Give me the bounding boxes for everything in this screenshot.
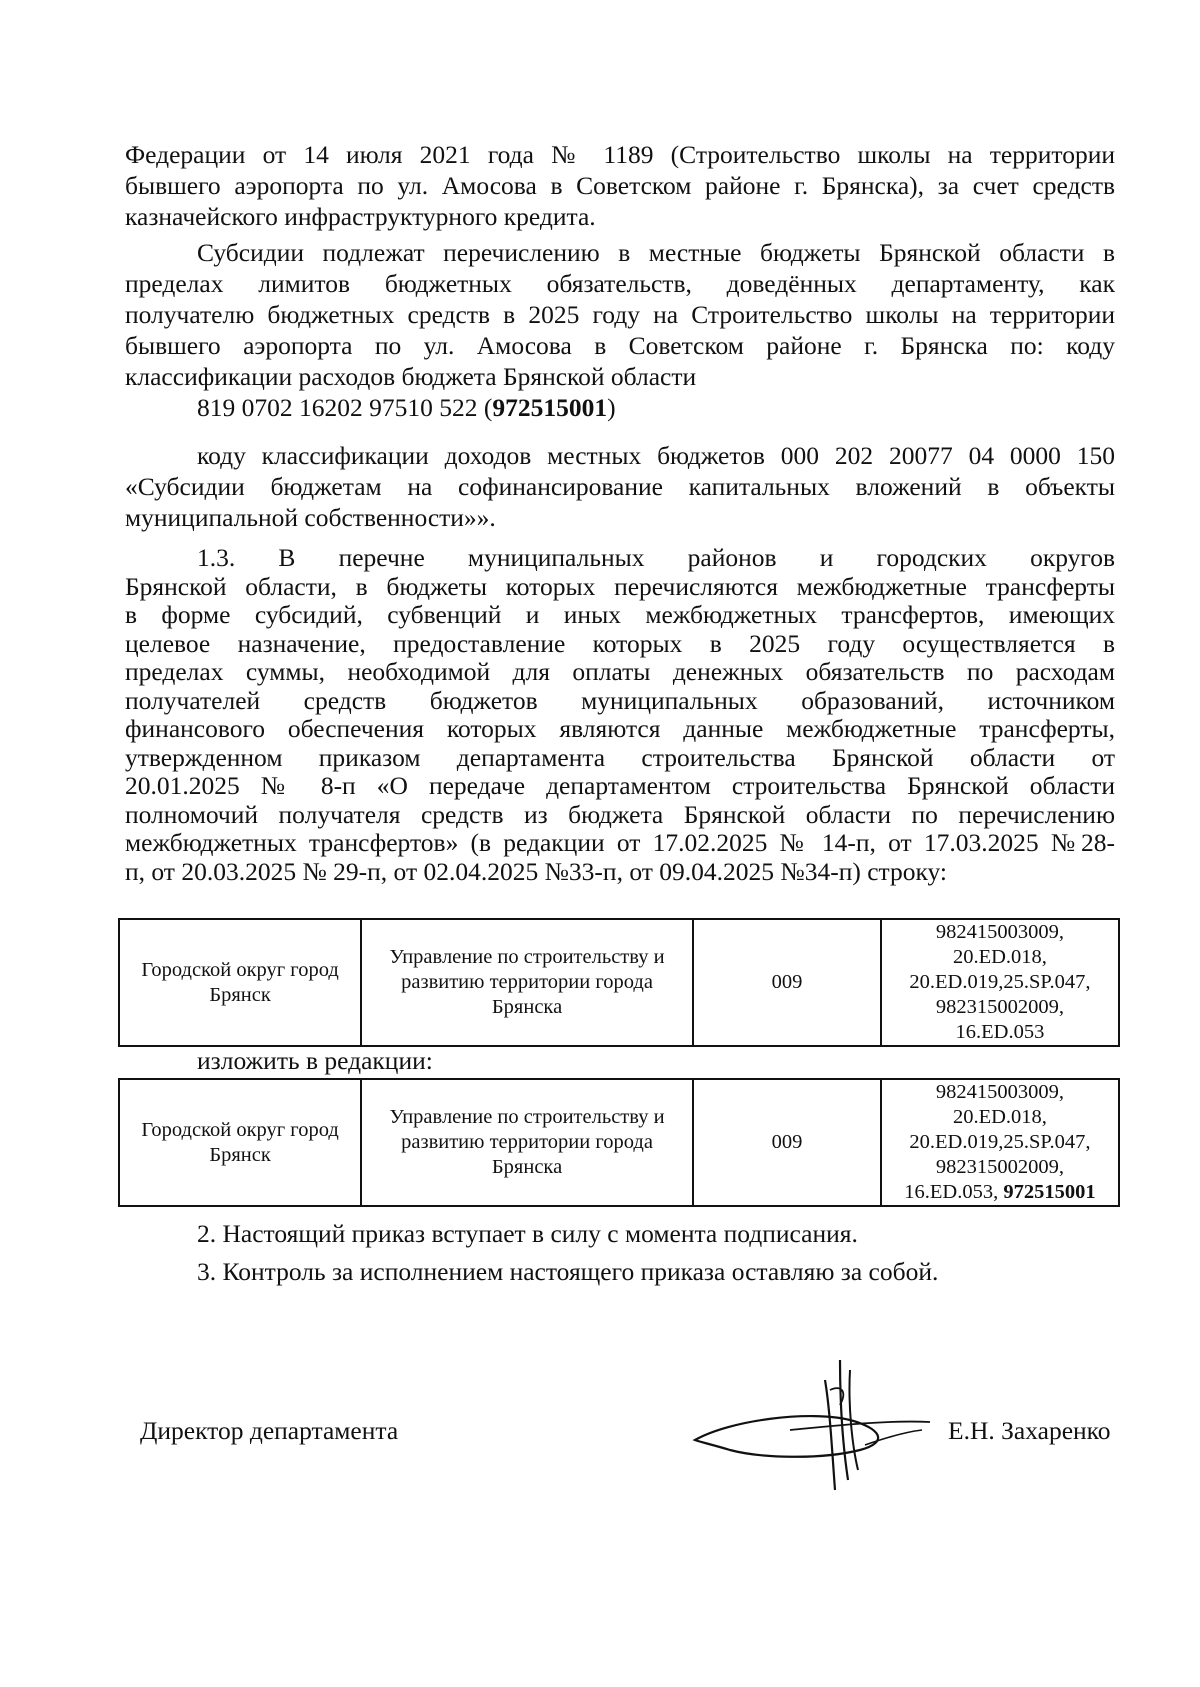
text-line: целевое назначение, предоставление которых в 2025 году осуществляется в bbox=[125, 628, 1115, 658]
text-line: муниципальной собственности»». bbox=[125, 503, 496, 532]
item-2: 2. Настоящий приказ вступает в силу с момента подписания. bbox=[197, 1219, 858, 1248]
text-line: Субсидии подлежат перечислению в местные бюджеты Брянской области в bbox=[197, 238, 1115, 267]
text-line: утвержденном приказом департамента строительства Брянской области от bbox=[125, 742, 1115, 772]
text-line: «Субсидии бюджетам на софинансирование капитальных вложений в объекты bbox=[125, 472, 1115, 501]
expense-code-line: 819 0702 16202 97510 522 (972515001) bbox=[197, 393, 616, 422]
item-3: 3. Контроль за исполнением настоящего приказа оставляю за собой. bbox=[197, 1257, 939, 1286]
target-code: 20.ED.019,25.SP.047, bbox=[909, 1131, 1091, 1153]
cell-recipient: Управление по строительству и развитию территории города Брянска bbox=[361, 1079, 693, 1206]
text-line: финансового обеспечения которых являются данные межбюджетные трансферты, bbox=[125, 714, 1115, 743]
paragraph-income-code bbox=[125, 440, 1115, 533]
paragraph-subsidies bbox=[125, 237, 1115, 392]
cell-target-codes bbox=[881, 1079, 1119, 1206]
text-line: межбюджетных трансфертов» (в редакции от 17.02.2025 № 14-п, от 17.03.2025 №28- bbox=[125, 828, 1115, 857]
expense-code-bold: 972515001 bbox=[492, 393, 608, 422]
text-line: 20.01.2025 № 8-п «О передаче департаментом строительства Брянской области bbox=[125, 771, 1115, 800]
paragraph-continuation bbox=[125, 139, 1115, 232]
text-line: пределах суммы, необходимой для оплаты денежных обязательств по расходам bbox=[125, 657, 1115, 686]
paragraph-1-3 bbox=[125, 544, 1115, 886]
signatory-name: Е.Н. Захаренко bbox=[948, 1416, 1111, 1445]
target-code: 20.ED.019,25.SP.047, bbox=[909, 971, 1091, 993]
target-code: 20.ED.018, bbox=[952, 946, 1047, 968]
text-line: получателю бюджетных средств в 2025 году на Строительство школы на территории bbox=[125, 300, 1115, 329]
text-line: казначейского инфраструктурного кредита. bbox=[125, 202, 596, 231]
target-code: 16.ED.053, bbox=[904, 1181, 999, 1203]
text-line: бывшего аэропорта по ул. Амосова в Советском районе г. Брянска), за счет средств bbox=[125, 171, 1115, 200]
text-line: п, от 20.03.2025 № 29-п, от 02.04.2025 №33-п, от 09.04.2025 №34-п) строку: bbox=[125, 856, 948, 886]
handwritten-signature bbox=[690, 1350, 940, 1500]
text-line: полномочий получателя средств из бюджета Брянской области по перечислению bbox=[125, 799, 1115, 829]
target-code: 982315002009, bbox=[935, 1156, 1065, 1178]
expense-code: 819 0702 16202 97510 522 bbox=[197, 393, 478, 422]
text-line: коду классификации доходов местных бюджетов 000 202 20077 04 0000 150 bbox=[197, 441, 1115, 470]
signatory-title: Директор департамента bbox=[140, 1416, 399, 1445]
target-code: 982315002009, bbox=[935, 996, 1065, 1018]
target-code: 982415003009, bbox=[935, 921, 1065, 943]
restate-label: изложить в редакции: bbox=[197, 1046, 433, 1075]
cell-district: Городской округ город Брянск bbox=[119, 919, 361, 1046]
cell-code: 009 bbox=[693, 1079, 881, 1206]
cell-recipient: Управление по строительству и развитию территории города Брянска bbox=[361, 919, 693, 1046]
table-row bbox=[119, 919, 1119, 1046]
cell-district: Городской округ город Брянск bbox=[119, 1079, 361, 1206]
target-code: 16.ED.053 bbox=[955, 1021, 1045, 1043]
target-code: 20.ED.018, bbox=[952, 1106, 1047, 1128]
table-row bbox=[119, 1079, 1119, 1206]
table-new-row bbox=[118, 1078, 1120, 1207]
text-line: бывшего аэропорта по ул. Амосова в Советском районе г. Брянска по: коду bbox=[125, 331, 1115, 360]
text-line: в форме субсидий, субвенций и иных межбюджетных трансфертов, имеющих bbox=[125, 600, 1115, 629]
text-line: пределах лимитов бюджетных обязательств, доведённых департаменту, как bbox=[125, 269, 1115, 298]
text-line: получателей средств бюджетов муниципальных образований, источником bbox=[125, 685, 1115, 715]
cell-code: 009 bbox=[693, 919, 881, 1046]
target-code-last bbox=[886, 1180, 1114, 1205]
text-line: Федерации от 14 июля 2021 года № 1189 (Строительство школы на территории bbox=[125, 140, 1115, 169]
table-old-row bbox=[118, 918, 1120, 1047]
target-code: 982415003009, bbox=[935, 1081, 1065, 1103]
text-line: классификации расходов бюджета Брянской области bbox=[125, 362, 697, 391]
text-line: 1.3. В перечне муниципальных районов и городских округов bbox=[197, 543, 1115, 572]
text-line: Брянской области, в бюджеты которых перечисляются межбюджетные трансферты bbox=[125, 571, 1115, 601]
target-code-bold: 972515001 bbox=[1003, 1181, 1096, 1203]
cell-target-codes bbox=[881, 919, 1119, 1046]
